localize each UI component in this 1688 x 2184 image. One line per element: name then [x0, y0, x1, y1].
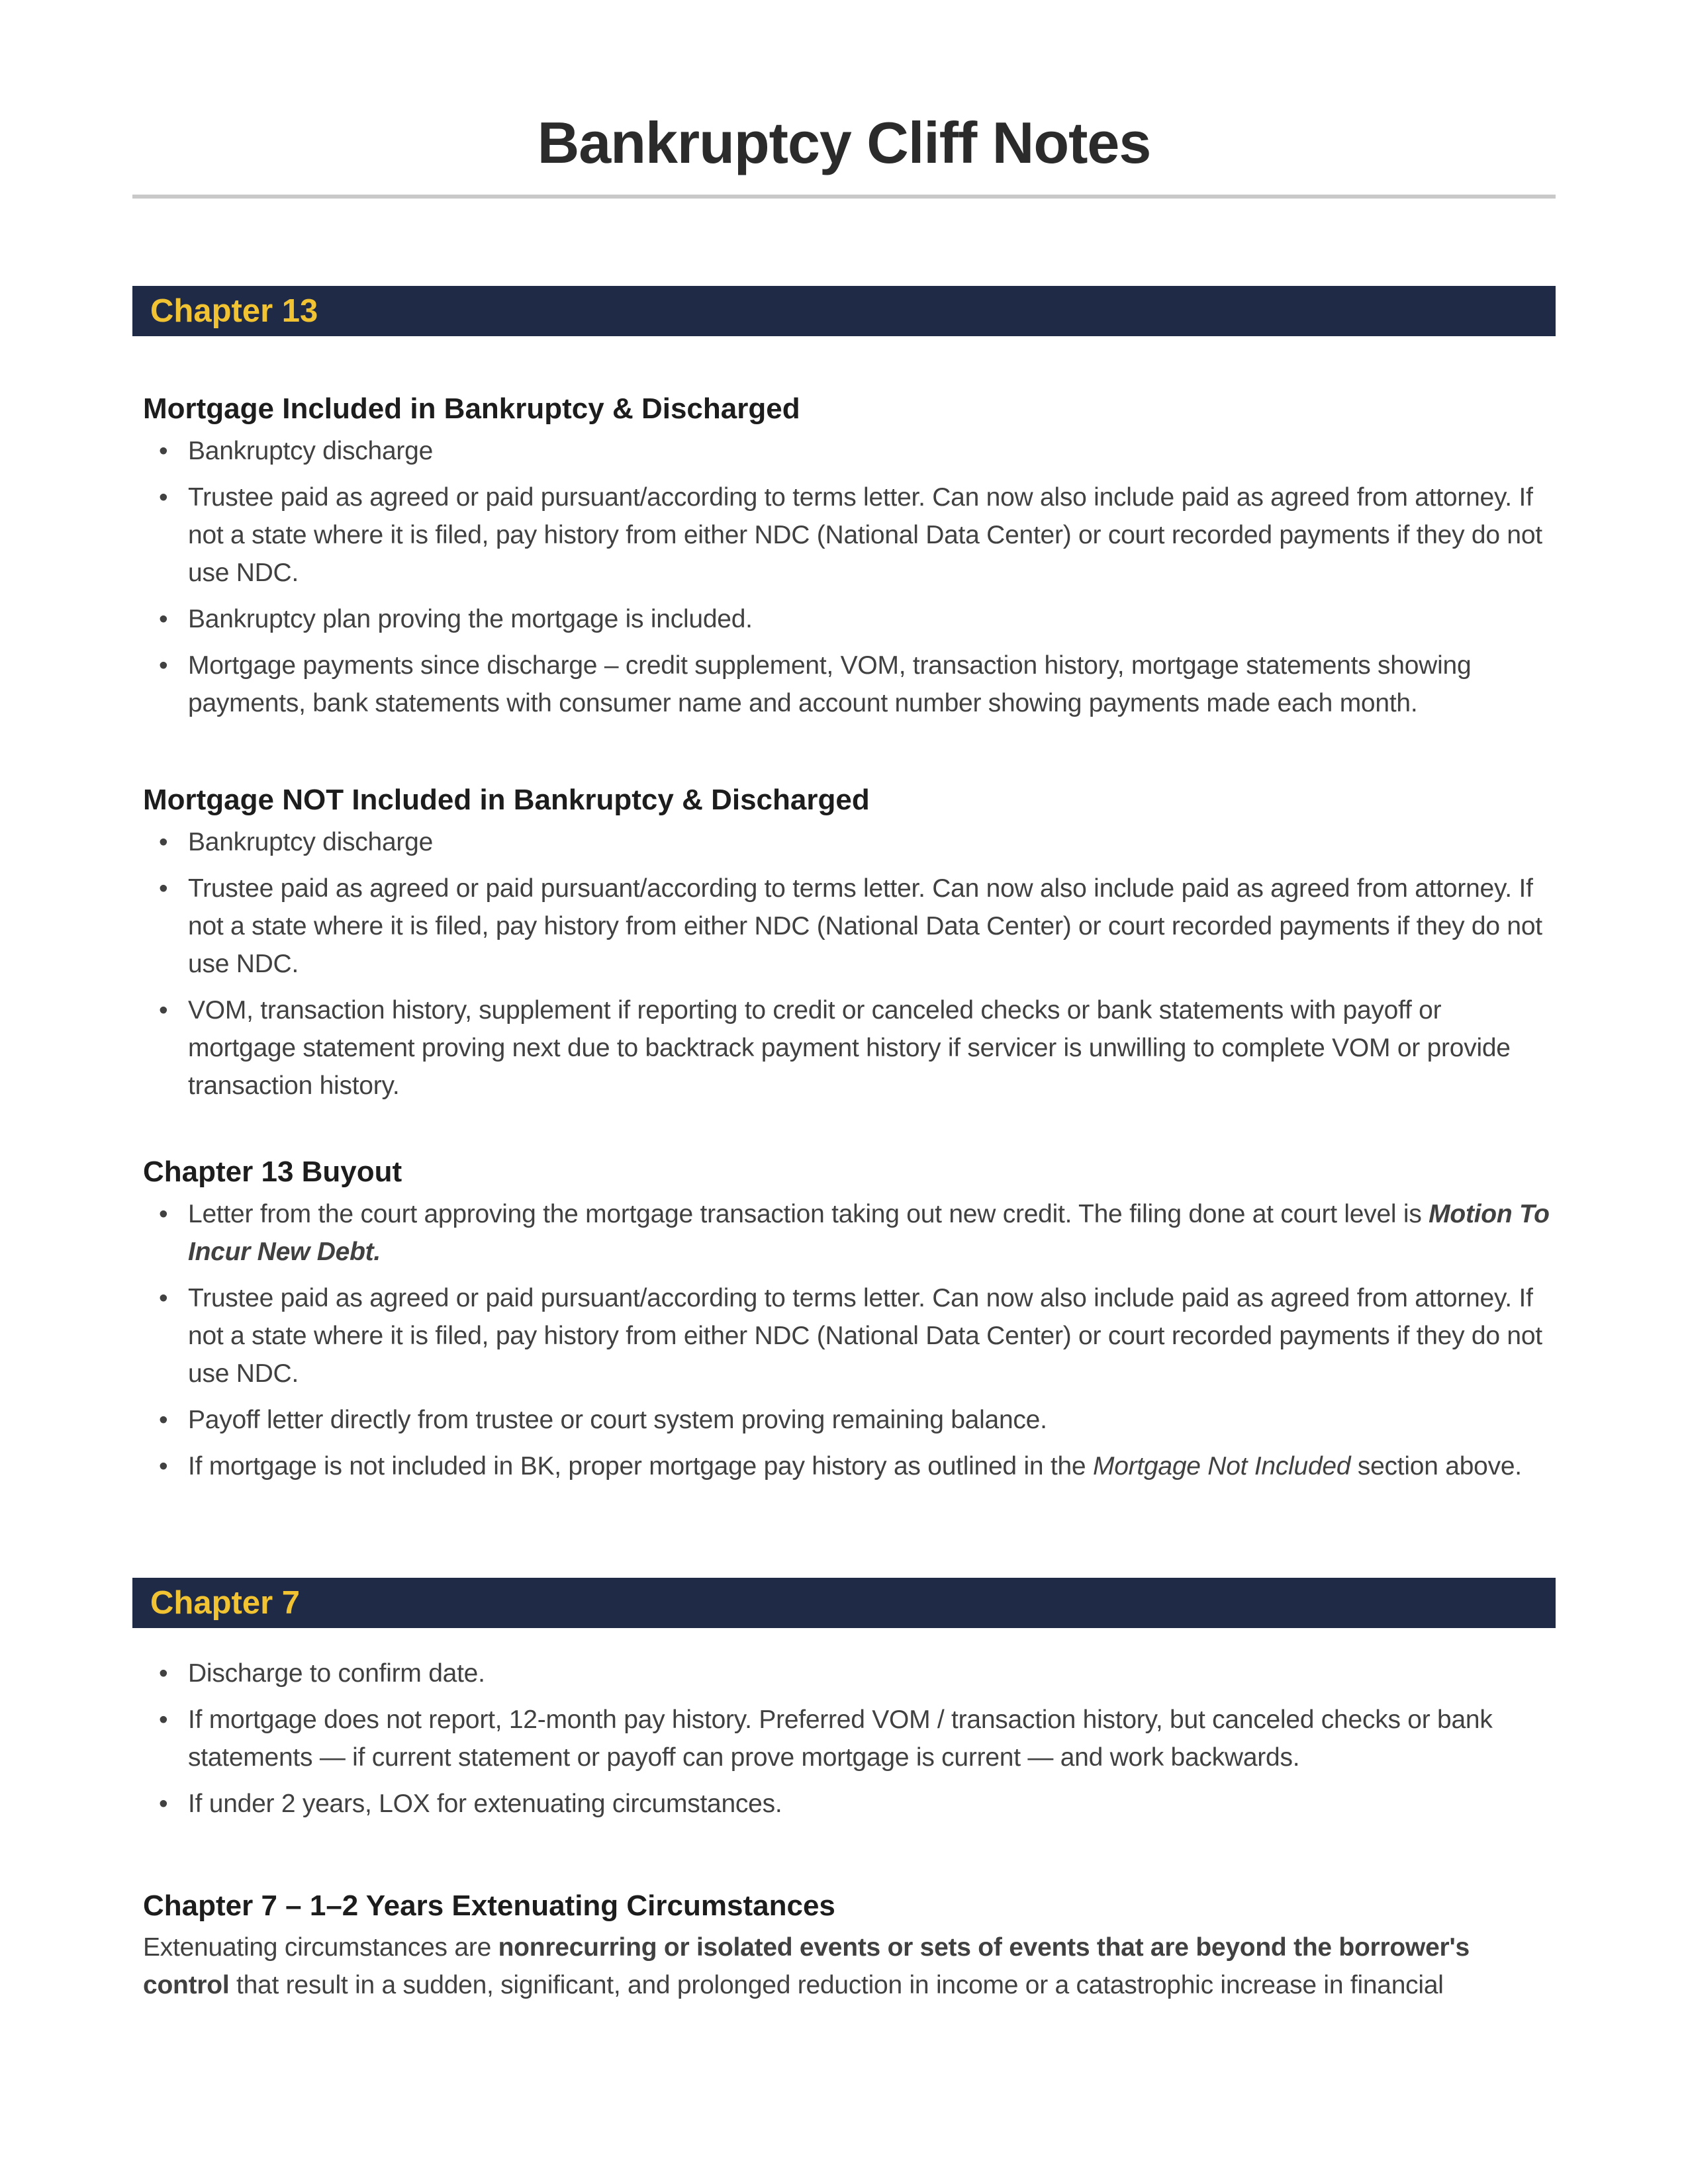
- title-divider: [132, 195, 1556, 199]
- list-item: [132, 478, 1556, 592]
- list-item: [132, 1447, 1556, 1485]
- chapter-7-bar-label: Chapter 7: [150, 1584, 301, 1621]
- section-chapter-13-buyout: [132, 1155, 1556, 1485]
- extenuating-paragraph: [143, 1929, 1556, 2004]
- bullet-text: Discharge to confirm date.: [188, 1659, 485, 1688]
- list-item: [132, 1785, 1556, 1823]
- list-item: [132, 823, 1556, 861]
- bullet-text: VOM, transaction history, supplement if reporting to credit or canceled checks or bank statements with payoff or mortgage statement proving next due to backtrack payment history if servicer is unwilling to complete VOM or provide transaction history.: [188, 995, 1511, 1100]
- bullet-text: Payoff letter directly from trustee or court system proving remaining balance.: [188, 1405, 1047, 1434]
- section-heading-mortgage-not-included: Mortgage NOT Included in Bankruptcy & Discharged: [143, 783, 870, 816]
- bullet-text: If under 2 years, LOX for extenuating circumstances.: [188, 1789, 782, 1818]
- bullet-text: Trustee paid as agreed or paid pursuant/according to terms letter. Can now also include paid as agreed from attorney. If not a state where it is filed, pay history from either NDC (National Data Center) or court recorded payments if they do not use NDC.: [188, 874, 1542, 978]
- chapter-13-bar-label: Chapter 13: [150, 293, 318, 330]
- section-heading-chapter-13-buyout: Chapter 13 Buyout: [143, 1155, 402, 1188]
- list-item: [132, 1401, 1556, 1439]
- bullet-text: Bankruptcy discharge: [188, 436, 434, 465]
- paragraph-text: Extenuating circumstances are: [143, 1933, 498, 1962]
- page-title: Bankruptcy Cliff Notes: [537, 110, 1151, 175]
- section-mortgage-not-included: [132, 783, 1556, 1105]
- bullet-list-chapter-7: [132, 1655, 1556, 1823]
- list-item: [132, 870, 1556, 983]
- chapter-13-header-bar: [132, 286, 1556, 336]
- section-heading-extenuating-circumstances: Chapter 7 – 1–2 Years Extenuating Circumstances: [143, 1889, 835, 1922]
- bullet-text-emphasis: Mortgage Not Included: [1092, 1451, 1351, 1480]
- list-item: [132, 991, 1556, 1105]
- bullet-list-chapter-13-buyout: [132, 1195, 1556, 1485]
- page-content: [132, 0, 1556, 2004]
- bullet-text: If mortgage does not report, 12-month pay history. Preferred VOM / transaction history, but canceled checks or bank statements — if current statement or payoff can prove mortgage is current — and work backwards.: [188, 1705, 1493, 1772]
- bullet-text: Letter from the court approving the mortgage transaction taking out new credit. The filing done at court level is: [188, 1199, 1429, 1228]
- list-item: [132, 647, 1556, 722]
- section-mortgage-included: [132, 392, 1556, 722]
- section-extenuating-circumstances: [132, 1889, 1556, 2005]
- section-chapter-7: [132, 1655, 1556, 1823]
- chapter-7-header-bar: [132, 1578, 1556, 1628]
- bullet-text: If mortgage is not included in BK, proper mortgage pay history as outlined in the: [188, 1451, 1093, 1480]
- bullet-text: Trustee paid as agreed or paid pursuant/according to terms letter. Can now also include paid as agreed from attorney. If not a state where it is filed, pay history from either NDC (National Data Center) or court recorded payments if they do not use NDC.: [188, 482, 1542, 587]
- bullet-text: Trustee paid as agreed or paid pursuant/according to terms letter. Can now also include paid as agreed from attorney. If not a state where it is filed, pay history from either NDC (National Data Center) or court recorded payments if they do not use NDC.: [188, 1283, 1542, 1388]
- bullet-text: Bankruptcy discharge: [188, 827, 434, 856]
- list-item: [132, 432, 1556, 470]
- bullet-text-emphasis: Motion To Incur New Debt.: [188, 1199, 1550, 1266]
- section-heading-mortgage-included: Mortgage Included in Bankruptcy & Discharged: [143, 392, 800, 426]
- list-item: [132, 600, 1556, 638]
- list-item: [132, 1195, 1556, 1271]
- list-item: [132, 1655, 1556, 1692]
- list-item: [132, 1279, 1556, 1392]
- bullet-text: section above.: [1350, 1451, 1522, 1480]
- bullet-text: Bankruptcy plan proving the mortgage is included.: [188, 604, 753, 633]
- bullet-list-mortgage-not-included: [132, 823, 1556, 1105]
- paragraph-text: that result in a sudden, significant, and prolonged reduction in income or a catastrophic increase in financial: [229, 1971, 1444, 2000]
- bullet-text: Mortgage payments since discharge – credit supplement, VOM, transaction history, mortgage statements showing payments, bank statements with consumer name and account number showing payments made each month.: [188, 651, 1472, 717]
- bullet-list-mortgage-included: [132, 432, 1556, 722]
- paragraph-text-emphasis: nonrecurring or isolated events or sets of events that are beyond the borrower's control: [143, 1933, 1470, 2000]
- list-item: [132, 1701, 1556, 1776]
